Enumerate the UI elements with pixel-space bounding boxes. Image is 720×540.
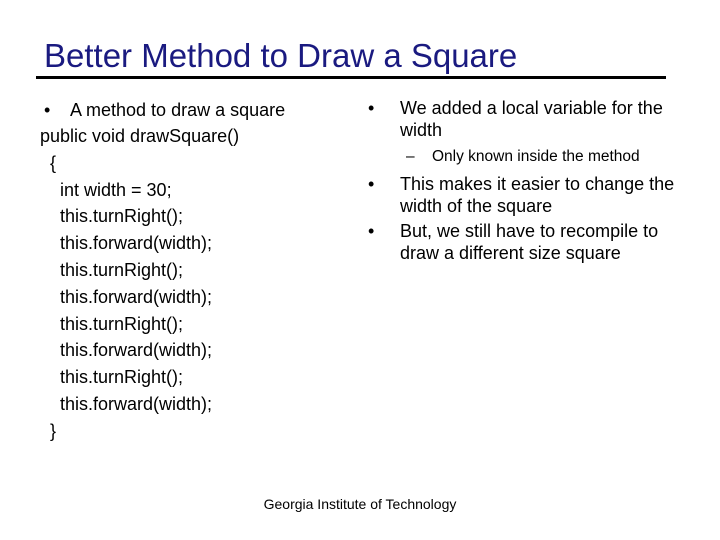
right-bullet	[364, 173, 694, 217]
left-column	[40, 97, 360, 445]
code-line: this.forward(width);	[40, 393, 213, 414]
right-sub-bullet	[364, 147, 694, 167]
left-bullet	[40, 97, 360, 123]
title-underline	[36, 76, 666, 79]
right-column	[364, 97, 694, 264]
footer-text: Georgia Institute of Technology	[263, 496, 457, 512]
right-bullet	[364, 97, 694, 141]
code-line: {	[40, 152, 57, 173]
code-line: }	[40, 420, 57, 441]
code-line: this.forward(width);	[40, 286, 213, 307]
code-line: public void drawSquare()	[40, 126, 240, 146]
right-bullet-text: We added a local variable for the width	[400, 98, 663, 140]
dash-icon: –	[406, 148, 415, 165]
code-line: this.turnRight();	[40, 259, 184, 280]
code-line: this.turnRight();	[40, 367, 184, 388]
right-bullet	[364, 220, 694, 264]
code-block	[40, 123, 360, 445]
code-line: this.forward(width);	[40, 233, 213, 254]
code-line: this.forward(width);	[40, 340, 213, 361]
bullet-dot-icon: •	[44, 100, 51, 120]
bullet-dot-icon: •	[368, 98, 375, 118]
right-sub-bullet-text: Only known inside the method	[432, 148, 640, 165]
bullet-dot-icon: •	[368, 174, 375, 194]
right-bullet-text: But, we still have to recompile to draw a different size square	[400, 221, 659, 263]
code-line: this.turnRight();	[40, 313, 184, 334]
footer	[0, 495, 720, 513]
right-bullet-text: This makes it easier to change the width of the square	[400, 174, 675, 216]
code-line: this.turnRight();	[40, 206, 184, 227]
slide-title: Better Method to Draw a Square	[44, 37, 518, 74]
code-line: int width = 30;	[40, 179, 172, 200]
left-bullet-text: A method to draw a square	[70, 100, 286, 120]
bullet-dot-icon: •	[368, 221, 375, 241]
